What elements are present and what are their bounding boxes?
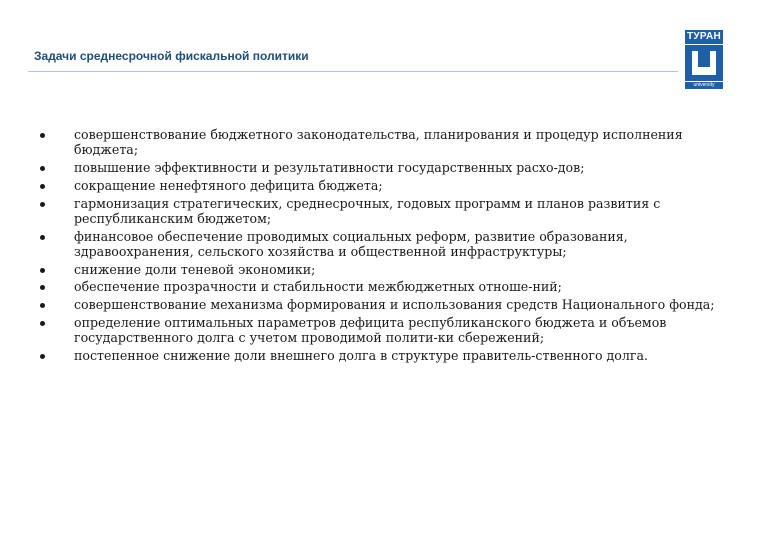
list-item-text: сокращение ненефтяного дефицита бюджета; — [74, 177, 383, 193]
bullet-icon — [40, 321, 45, 326]
list-item — [40, 196, 730, 227]
list-item-text: обеспечение прозрачности и стабильности межбюджетных отноше-ний; — [74, 279, 562, 295]
list-item-text: снижение доли теневой экономики; — [74, 261, 316, 277]
bullet-icon — [40, 303, 45, 308]
logo-u-cutout — [698, 51, 710, 67]
list-item — [40, 160, 730, 175]
list-item — [40, 178, 730, 193]
bullet-icon — [40, 133, 45, 138]
bullet-icon — [40, 354, 45, 359]
university-logo — [685, 30, 723, 90]
list-item-text: финансовое обеспечение проводимых социальных реформ, развитие образования, здравоохранения, сельского хозяйства и общественной инфраструктуры; — [74, 228, 628, 260]
tasks-list — [40, 127, 730, 366]
list-item-text: совершенствование бюджетного законодательства, планирования и процедур исполнения бюджета; — [74, 127, 683, 158]
list-item-text: гармонизация стратегических, среднесрочных, годовых программ и планов развития с республиканским бюджетом; — [74, 195, 661, 226]
list-item — [40, 229, 730, 260]
list-item — [40, 297, 730, 312]
list-item — [40, 262, 730, 277]
logo-wordmark: ТУРАН — [686, 31, 722, 42]
bullet-icon — [40, 166, 45, 171]
list-item-text: совершенствование механизма формирования и использования средств Национального фонда; — [74, 297, 715, 313]
logo-emblem — [685, 45, 723, 81]
logo-caption: university — [685, 82, 723, 89]
list-item — [40, 279, 730, 294]
list-item-text: постепенное снижение доли внешнего долга в структуре правитель-ственного долга. — [74, 347, 648, 363]
list-item-text: определение оптимальных параметров дефицита республиканского бюджета и объемов государственного долга с учетом проводимой полити-ки сбережений; — [74, 314, 667, 346]
list-item — [40, 127, 730, 158]
list-item — [40, 315, 730, 346]
header-divider — [28, 71, 678, 72]
bullet-icon — [40, 285, 45, 290]
list-item — [40, 348, 730, 363]
bullet-icon — [40, 184, 45, 189]
slide-title: Задачи среднесрочной фискальной политики — [34, 49, 309, 63]
bullet-icon — [40, 268, 45, 273]
list-item-text: повышение эффективности и результативности государственных расхо-дов; — [74, 160, 585, 176]
bullet-icon — [40, 202, 45, 207]
bullet-icon — [40, 235, 45, 240]
